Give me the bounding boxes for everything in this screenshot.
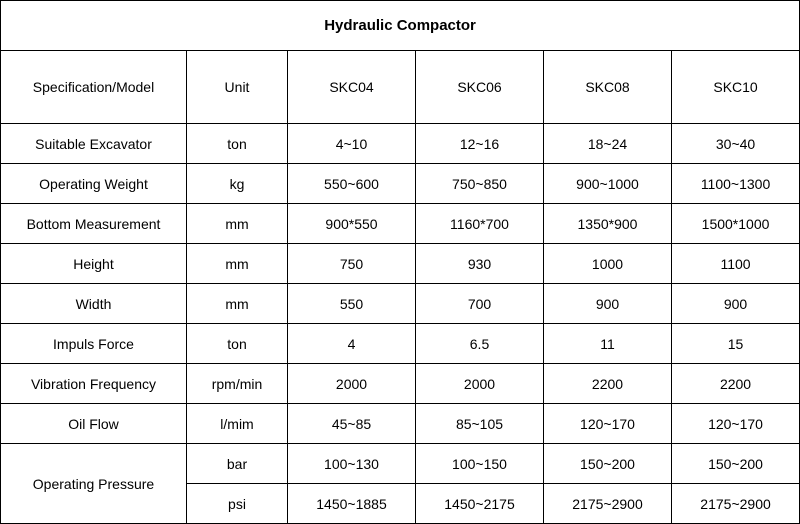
cell-value: 45~85 (288, 404, 416, 444)
cell-value: 1500*1000 (672, 204, 800, 244)
cell-value: 4 (288, 324, 416, 364)
cell-value: 6.5 (416, 324, 544, 364)
cell-value: 2000 (416, 364, 544, 404)
cell-value: 15 (672, 324, 800, 364)
table-row (1, 244, 800, 284)
table-row (1, 124, 800, 164)
row-label: Suitable Excavator (1, 124, 187, 164)
row-unit: bar (187, 444, 288, 484)
cell-value: 11 (544, 324, 672, 364)
cell-value: 30~40 (672, 124, 800, 164)
header-model-skc04: SKC04 (288, 51, 416, 124)
cell-value: 1100~1300 (672, 164, 800, 204)
row-unit: kg (187, 164, 288, 204)
row-label: Operating Weight (1, 164, 187, 204)
row-unit: mm (187, 244, 288, 284)
cell-value: 120~170 (544, 404, 672, 444)
table-title: Hydraulic Compactor (1, 1, 800, 51)
title-row (1, 1, 800, 51)
cell-value: 900*550 (288, 204, 416, 244)
cell-value: 550 (288, 284, 416, 324)
cell-value: 2175~2900 (672, 484, 800, 524)
row-label: Impuls Force (1, 324, 187, 364)
table-row-pressure-bar (1, 444, 800, 484)
table-row (1, 284, 800, 324)
header-unit: Unit (187, 51, 288, 124)
cell-value: 2000 (288, 364, 416, 404)
cell-value: 900 (672, 284, 800, 324)
row-label: Vibration Frequency (1, 364, 187, 404)
row-unit: mm (187, 204, 288, 244)
table-row (1, 204, 800, 244)
cell-value: 100~150 (416, 444, 544, 484)
cell-value: 550~600 (288, 164, 416, 204)
cell-value: 12~16 (416, 124, 544, 164)
cell-value: 1450~1885 (288, 484, 416, 524)
header-row (1, 51, 800, 124)
cell-value: 750 (288, 244, 416, 284)
table-row (1, 164, 800, 204)
cell-value: 1350*900 (544, 204, 672, 244)
row-label: Width (1, 284, 187, 324)
cell-value: 2175~2900 (544, 484, 672, 524)
cell-value: 100~130 (288, 444, 416, 484)
cell-value: 700 (416, 284, 544, 324)
cell-value: 120~170 (672, 404, 800, 444)
row-label: Bottom Measurement (1, 204, 187, 244)
cell-value: 2200 (544, 364, 672, 404)
cell-value: 150~200 (544, 444, 672, 484)
cell-value: 1450~2175 (416, 484, 544, 524)
row-label: Height (1, 244, 187, 284)
row-unit: mm (187, 284, 288, 324)
cell-value: 750~850 (416, 164, 544, 204)
cell-value: 900~1000 (544, 164, 672, 204)
header-model-skc10: SKC10 (672, 51, 800, 124)
cell-value: 2200 (672, 364, 800, 404)
table-row (1, 364, 800, 404)
table-row (1, 324, 800, 364)
header-model-skc06: SKC06 (416, 51, 544, 124)
row-unit: rpm/min (187, 364, 288, 404)
table-row (1, 404, 800, 444)
row-label: Oil Flow (1, 404, 187, 444)
row-unit: psi (187, 484, 288, 524)
cell-value: 1000 (544, 244, 672, 284)
cell-value: 4~10 (288, 124, 416, 164)
cell-value: 1160*700 (416, 204, 544, 244)
row-unit: ton (187, 324, 288, 364)
cell-value: 930 (416, 244, 544, 284)
cell-value: 85~105 (416, 404, 544, 444)
row-unit: l/mim (187, 404, 288, 444)
cell-value: 150~200 (672, 444, 800, 484)
header-model-skc08: SKC08 (544, 51, 672, 124)
row-label-pressure: Operating Pressure (1, 444, 187, 524)
row-unit: ton (187, 124, 288, 164)
cell-value: 900 (544, 284, 672, 324)
cell-value: 18~24 (544, 124, 672, 164)
header-spec: Specification/Model (1, 51, 187, 124)
cell-value: 1100 (672, 244, 800, 284)
